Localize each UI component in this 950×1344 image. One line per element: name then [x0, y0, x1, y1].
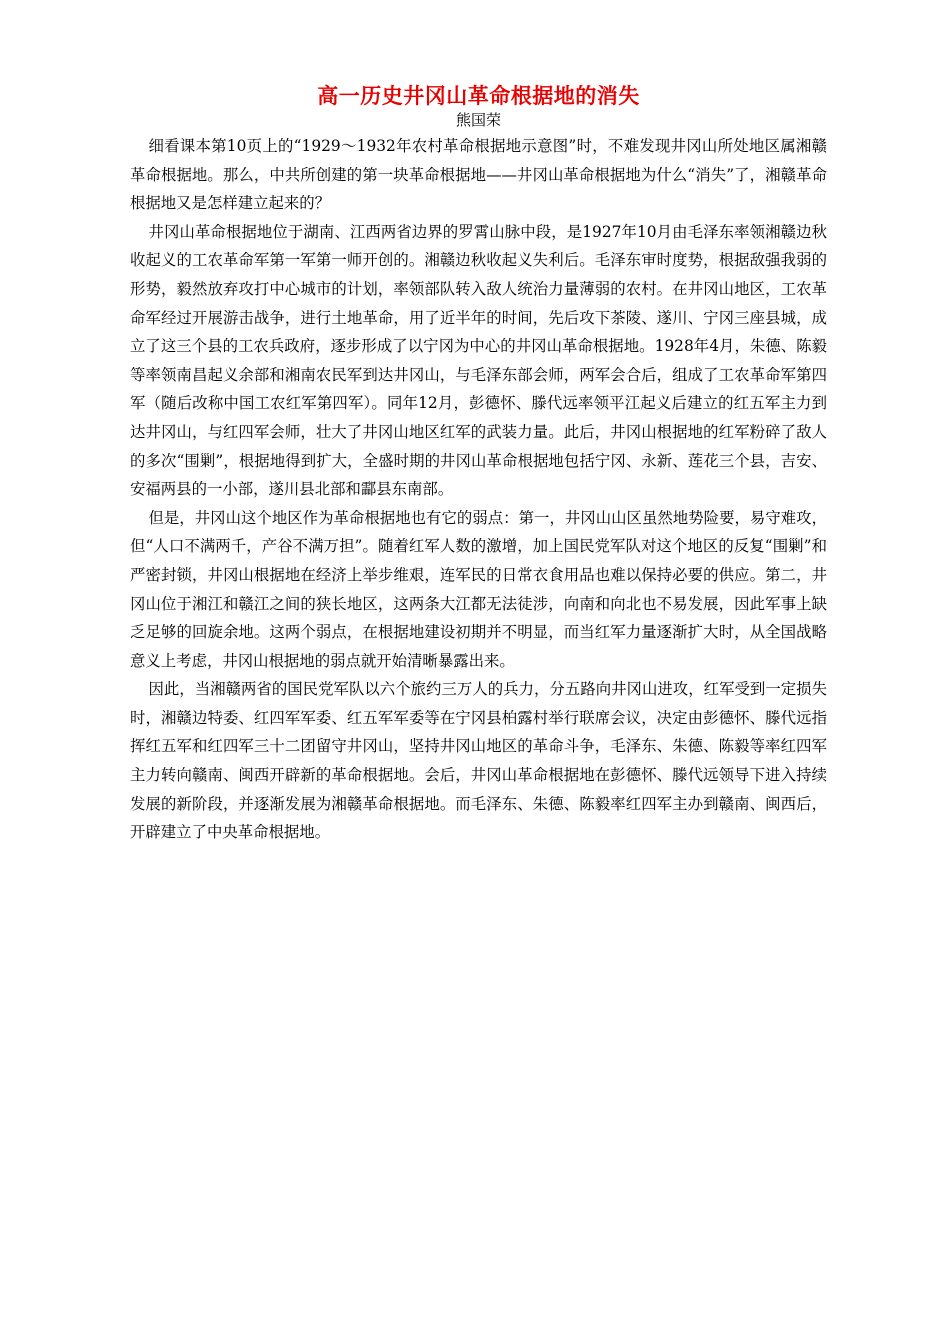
paragraph-conclusion: 因此，当湘赣两省的国民党军队以六个旅约三万人的兵力，分五路向井冈山进攻，红军受到一定损失时，湘赣边特委、红四军军委、红五军军委等在宁冈县柏露村举行联席会议，决定由彭德怀、滕代远指挥红五军和红四军三十二团留守井冈山，坚持井冈山地区的革命斗争，毛泽东、朱德、陈毅等率红四军主力转向赣南、闽西开辟新的革命根据地。会后，井冈山革命根据地在彭德怀、滕代远领导下进入持续发展的新阶段，并逐渐发展为湘赣革命根据地。而毛泽东、朱德、陈毅率红四军主办到赣南、闽西后，开辟建立了中央革命根据地。	[130, 680, 827, 842]
document-page	[130, 82, 827, 847]
paragraph-intro: 细看课本第10页上的“1929～1932年农村革命根据地示意图”时，不难发现井冈山所处地区属湘赣革命根据地。那么，中共所创建的第一块革命根据地——井冈山革命根据地为什么“消失”了，湘赣革命根据地又是怎样建立起来的？	[130, 137, 827, 213]
document-title: 高一历史井冈山革命根据地的消失	[317, 83, 640, 108]
document-author: 熊国荣	[455, 111, 501, 129]
paragraph-weaknesses: 但是，井冈山这个地区作为革命根据地也有它的弱点：第一，井冈山山区虽然地势险要，易守难攻，但“人口不满两千，产谷不满万担”。随着红军人数的激增，加上国民党军队对这个地区的反复“围剿”和严密封锁，井冈山根据地在经济上举步维艰，连军民的日常衣食用品也难以保持必要的供应。第二，井冈山位于湘江和赣江之间的狭长地区，这两条大江都无法徒涉，向南和向北也不易发展，因此军事上缺乏足够的回旋余地。这两个弱点，在根据地建设初期并不明显，而当红军力量逐渐扩大时，从全国战略意义上考虑，井冈山根据地的弱点就开始清晰暴露出来。	[130, 508, 827, 670]
paragraph-founding: 井冈山革命根据地位于湖南、江西两省边界的罗霄山脉中段，是1927年10月由毛泽东率领湘赣边秋收起义的工农革命军第一军第一师开创的。湘赣边秋收起义失利后。毛泽东审时度势，根据敌强我弱的形势，毅然放弃攻打中心城市的计划，率领部队转入敌人统治力量薄弱的农村。在井冈山地区，工农革命军经过开展游击战争，进行土地革命，用了近半年的时间，先后攻下茶陵、遂川、宁冈三座县城，成立了这三个县的工农兵政府，逐步形成了以宁冈为中心的井冈山革命根据地。1928年4月，朱德、陈毅等率领南昌起义余部和湘南农民军到达井冈山，与毛泽东部会师，两军会合后，组成了工农革命军第四军（随后改称中国工农红军第四军）。同年12月，彭德怀、滕代远率领平江起义后建立的红五军主力到达井冈山，与红四军会师，壮大了井冈山地区红军的武装力量。此后，井冈山根据地的红军粉碎了敌人的多次“围剿”，根据地得到扩大，全盛时期的井冈山革命根据地包括宁冈、永新、莲花三个县，吉安、安福两县的一小部，遂川县北部和酃县东南部。	[130, 222, 827, 499]
